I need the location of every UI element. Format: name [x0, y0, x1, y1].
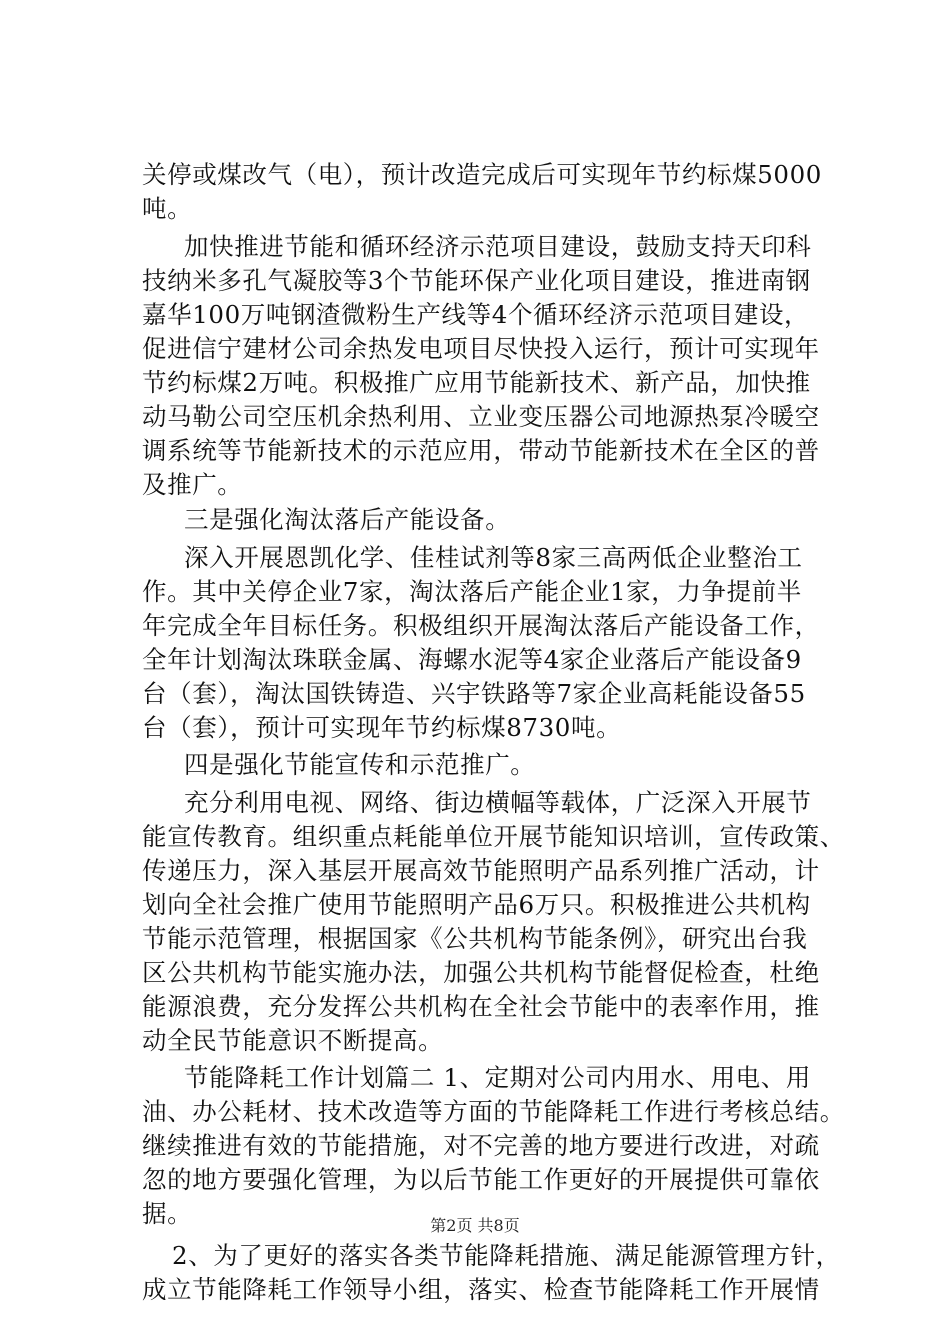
text-line: 据。	[142, 1199, 193, 1228]
text-line: 动马勒公司空压机余热利用、立业变压器公司地源热泵冷暖空	[142, 402, 820, 431]
text-line: 全年计划淘汰珠联金属、海螺水泥等4家企业落后产能设备9	[142, 645, 802, 674]
text-line: 充分利用电视、网络、街边横幅等载体，广泛深入开展节	[184, 788, 812, 817]
text-line: 台（套），淘汰国铁铸造、兴宇铁路等7家企业高耗能设备55	[142, 679, 806, 708]
text-line: 台（套），预计可实现年节约标煤8730吨。	[142, 713, 622, 742]
text-line: 年完成全年目标任务。积极组织开展淘汰落后产能设备工作，	[142, 611, 820, 640]
text-line: 2、为了更好的落实各类节能降耗措施、满足能源管理方针，	[172, 1241, 841, 1270]
text-line: 四是强化节能宣传和示范推广。	[184, 750, 536, 779]
text-line: 节约标煤2万吨。积极推广应用节能新技术、新产品，加快推	[142, 368, 811, 397]
text-line: 三是强化淘汰落后产能设备。	[184, 505, 511, 534]
text-line: 加快推进节能和循环经济示范项目建设，鼓励支持天印科	[184, 232, 812, 261]
text-line: 能宣传教育。组织重点耗能单位开展节能知识培训，宣传政策、	[142, 822, 845, 851]
text-line: 忽的地方要强化管理，为以后节能工作更好的开展提供可靠依	[142, 1165, 820, 1194]
text-line: 油、办公耗材、技术改造等方面的节能降耗工作进行考核总结。	[142, 1097, 845, 1126]
text-line: 区公共机构节能实施办法，加强公共机构节能督促检查，杜绝	[142, 958, 820, 987]
text-line: 及推广。	[142, 470, 243, 499]
text-line: 促进信宁建材公司余热发电项目尽快投入运行，预计可实现年	[142, 334, 820, 363]
text-line: 技纳米多孔气凝胶等3个节能环保产业化项目建设，推进南钢	[142, 266, 811, 295]
text-line: 吨。	[142, 194, 193, 223]
text-line: 调系统等节能新技术的示范应用，带动节能新技术在全区的普	[142, 436, 820, 465]
text-line: 继续推进有效的节能措施，对不完善的地方要进行改进，对疏	[142, 1131, 820, 1160]
text-line: 嘉华100万吨钢渣微粉生产线等4个循环经济示范项目建设，	[142, 300, 810, 329]
text-line: 动全民节能意识不断提高。	[142, 1026, 444, 1055]
text-line: 节能示范管理，根据国家《公共机构节能条例》，研究出台我	[142, 924, 808, 953]
page-footer: 第2页 共8页	[430, 1216, 520, 1235]
text-line: 作。其中关停企业7家，淘汰落后产能企业1家，力争提前半	[142, 577, 802, 606]
text-line: 划向全社会推广使用节能照明产品6万只。积极推进公共机构	[142, 890, 811, 919]
text-line: 成立节能降耗工作领导小组，落实、检查节能降耗工作开展情	[142, 1275, 820, 1304]
text-line: 传递压力，深入基层开展高效节能照明产品系列推广活动，计	[142, 856, 820, 885]
text-line: 节能降耗工作计划篇二 1、定期对公司内用水、用电、用	[184, 1063, 811, 1092]
text-line: 深入开展恩凯化学、佳桂试剂等8家三高两低企业整治工	[184, 543, 803, 572]
text-line: 能源浪费，充分发挥公共机构在全社会节能中的表率作用，推	[142, 992, 820, 1021]
text-line: 关停或煤改气（电），预计改造完成后可实现年节约标煤5000	[142, 160, 822, 189]
